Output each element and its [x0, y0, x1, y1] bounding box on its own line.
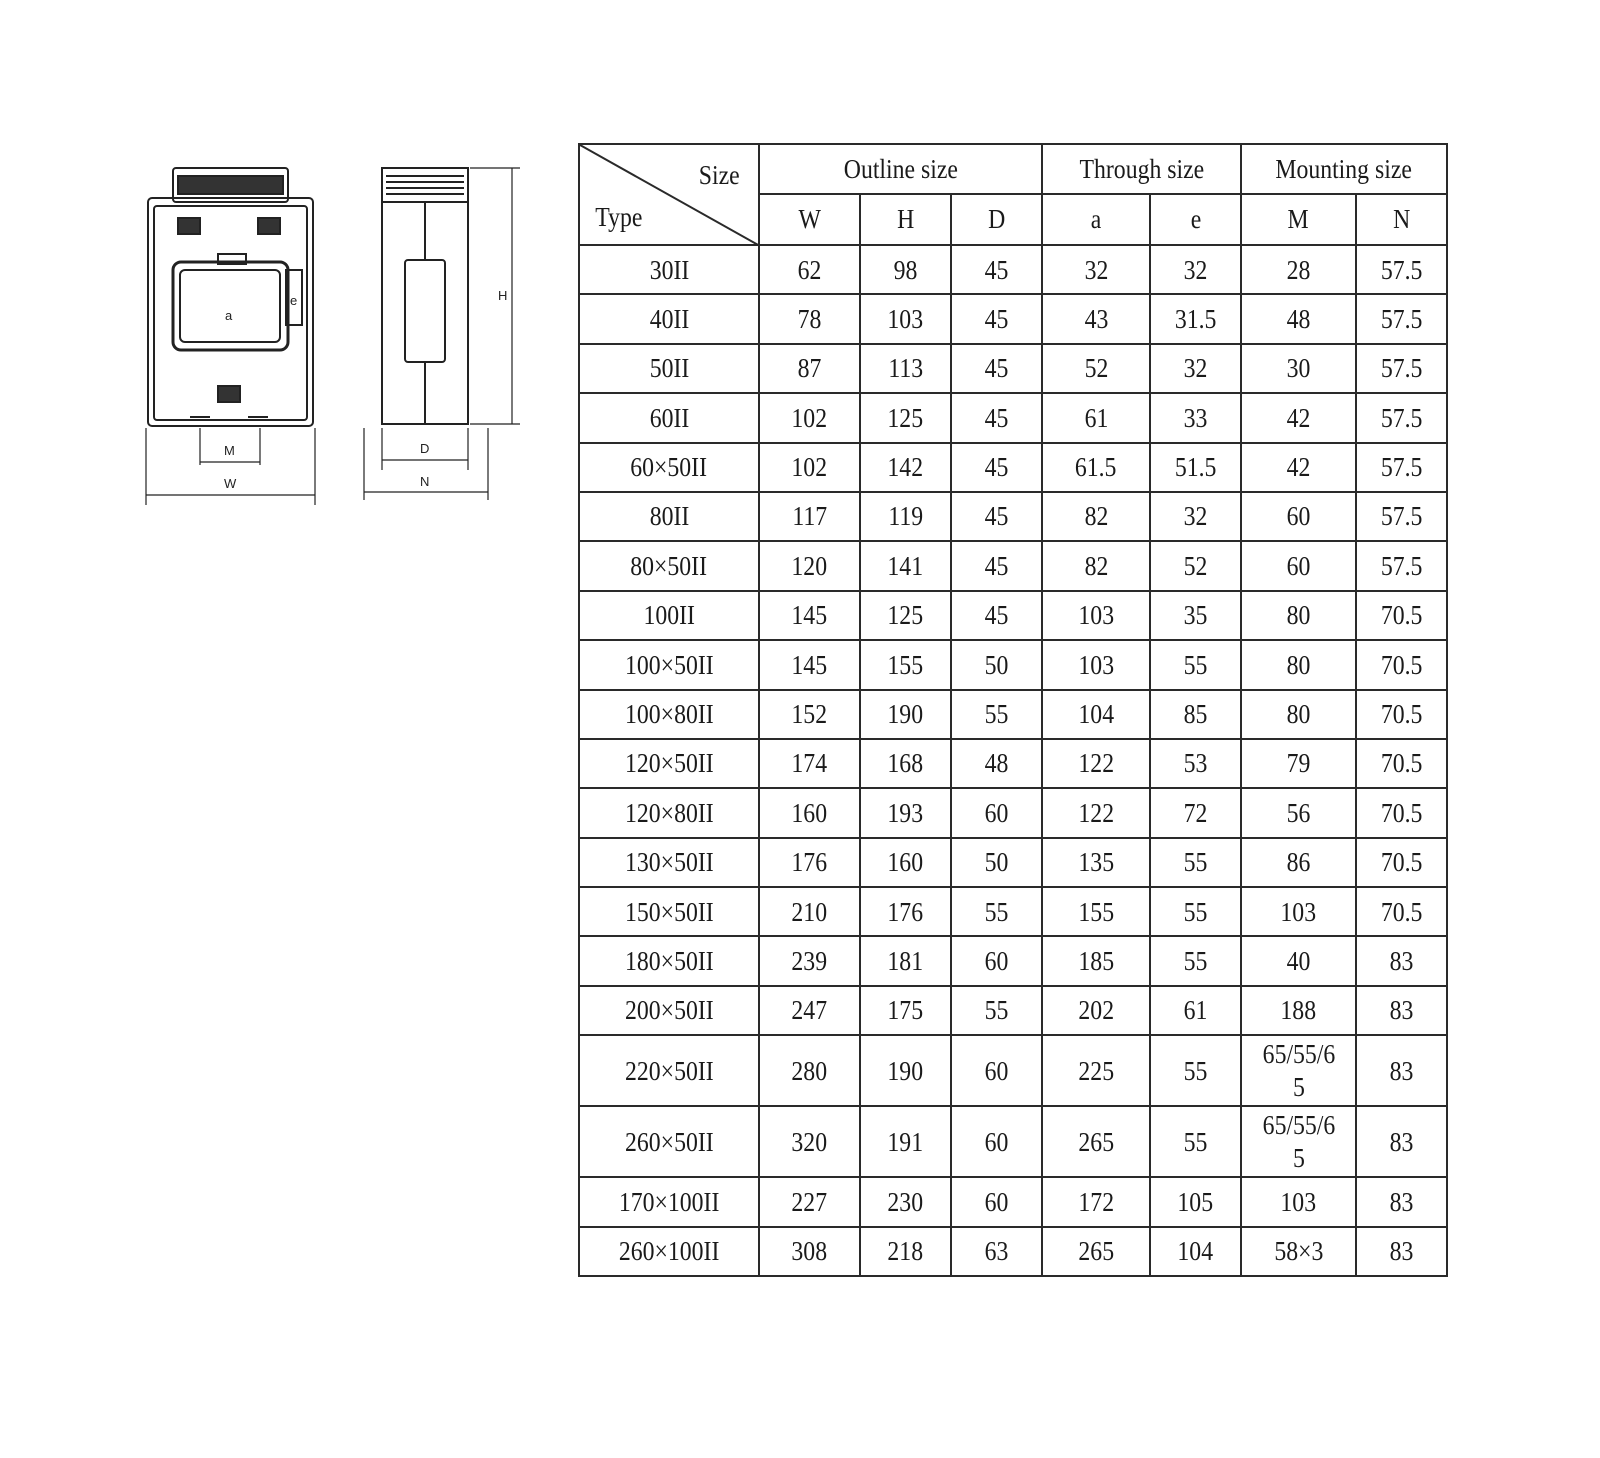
value-cell: 61.5 [1042, 443, 1150, 492]
value-cell: 70.5 [1356, 739, 1447, 788]
value-cell: 52 [1042, 344, 1150, 393]
value-cell: 57.5 [1356, 443, 1447, 492]
value-cell: 83 [1356, 1227, 1447, 1276]
value-cell: 53 [1150, 739, 1241, 788]
value-cell: 82 [1042, 492, 1150, 541]
type-cell: 120×80II [579, 788, 759, 837]
value-cell: 79 [1241, 739, 1356, 788]
value-cell: 30 [1241, 344, 1356, 393]
value-cell: 78 [759, 294, 860, 343]
value-cell: 320 [759, 1106, 860, 1177]
value-cell: 113 [860, 344, 951, 393]
value-cell: 117 [759, 492, 860, 541]
n-dimension-label: N [420, 474, 430, 489]
table-row [579, 690, 1447, 739]
type-cell: 40II [579, 294, 759, 343]
value-cell: 42 [1241, 443, 1356, 492]
value-cell: 70.5 [1356, 591, 1447, 640]
table-row [579, 640, 1447, 689]
value-cell: 190 [860, 690, 951, 739]
value-cell: 155 [1042, 887, 1150, 936]
column-header-h: H [860, 194, 951, 245]
value-cell: 142 [860, 443, 951, 492]
value-cell: 45 [951, 541, 1042, 590]
value-cell: 83 [1356, 1035, 1447, 1106]
value-cell: 103 [1241, 1177, 1356, 1226]
value-cell: 168 [860, 739, 951, 788]
type-cell: 180×50II [579, 936, 759, 985]
value-cell: 51.5 [1150, 443, 1241, 492]
value-cell: 98 [860, 245, 951, 294]
value-cell: 103 [1042, 591, 1150, 640]
d-dimension-label: D [420, 441, 430, 456]
table-row [579, 245, 1447, 294]
value-cell: 82 [1042, 541, 1150, 590]
value-cell: 28 [1241, 245, 1356, 294]
value-cell: 181 [860, 936, 951, 985]
value-cell: 35 [1150, 591, 1241, 640]
value-cell: 32 [1150, 344, 1241, 393]
h-dimension-label: H [498, 288, 508, 303]
value-cell: 160 [759, 788, 860, 837]
value-cell: 45 [951, 591, 1042, 640]
table-row [579, 1227, 1447, 1276]
value-cell: 85 [1150, 690, 1241, 739]
value-cell: 83 [1356, 1106, 1447, 1177]
e-dimension-label: e [290, 293, 298, 308]
value-cell: 50 [951, 838, 1042, 887]
value-cell: 191 [860, 1106, 951, 1177]
value-cell: 70.5 [1356, 690, 1447, 739]
value-cell: 125 [860, 591, 951, 640]
column-header-e: e [1150, 194, 1241, 245]
front-view-drawing [140, 160, 340, 520]
value-cell: 230 [860, 1177, 951, 1226]
value-cell: 55 [1150, 1035, 1241, 1106]
table-row [579, 591, 1447, 640]
value-cell: 70.5 [1356, 838, 1447, 887]
value-cell: 175 [860, 986, 951, 1035]
column-header-a: a [1042, 194, 1150, 245]
value-cell: 193 [860, 788, 951, 837]
table-row [579, 1177, 1447, 1226]
value-cell: 125 [860, 393, 951, 442]
size-label: Size [698, 160, 740, 190]
value-cell: 60 [1241, 492, 1356, 541]
value-cell: 55 [951, 887, 1042, 936]
value-cell: 55 [1150, 1106, 1241, 1177]
value-cell: 70.5 [1356, 788, 1447, 837]
type-cell: 80II [579, 492, 759, 541]
type-cell: 220×50II [579, 1035, 759, 1106]
value-cell: 60 [1241, 541, 1356, 590]
type-cell: 30II [579, 245, 759, 294]
column-header-w: W [759, 194, 860, 245]
value-cell: 72 [1150, 788, 1241, 837]
value-cell: 103 [860, 294, 951, 343]
side-view-drawing [360, 160, 560, 520]
table-row [579, 739, 1447, 788]
value-cell: 104 [1150, 1227, 1241, 1276]
value-cell: 60 [951, 1177, 1042, 1226]
table-row [579, 443, 1447, 492]
value-cell: 63 [951, 1227, 1042, 1276]
value-cell: 247 [759, 986, 860, 1035]
value-cell: 83 [1356, 1177, 1447, 1226]
value-cell: 56 [1241, 788, 1356, 837]
value-cell: 48 [1241, 294, 1356, 343]
type-cell: 60II [579, 393, 759, 442]
value-cell: 172 [1042, 1177, 1150, 1226]
value-cell: 135 [1042, 838, 1150, 887]
value-cell: 227 [759, 1177, 860, 1226]
value-cell: 42 [1241, 393, 1356, 442]
group-header-row [579, 144, 1447, 194]
value-cell: 122 [1042, 788, 1150, 837]
value-cell: 45 [951, 492, 1042, 541]
value-cell: 45 [951, 443, 1042, 492]
type-cell: 60×50II [579, 443, 759, 492]
value-cell: 55 [1150, 887, 1241, 936]
value-cell: 176 [860, 887, 951, 936]
value-cell: 55 [951, 690, 1042, 739]
value-cell: 57.5 [1356, 245, 1447, 294]
outline-size-header: Outline size [759, 144, 1042, 194]
value-cell: 45 [951, 245, 1042, 294]
type-cell: 120×50II [579, 739, 759, 788]
value-cell: 80 [1241, 640, 1356, 689]
value-cell: 145 [759, 591, 860, 640]
type-cell: 200×50II [579, 986, 759, 1035]
value-cell: 43 [1042, 294, 1150, 343]
value-cell: 280 [759, 1035, 860, 1106]
value-cell: 57.5 [1356, 393, 1447, 442]
value-cell: 155 [860, 640, 951, 689]
value-cell: 87 [759, 344, 860, 393]
value-cell: 57.5 [1356, 541, 1447, 590]
value-cell: 185 [1042, 936, 1150, 985]
value-cell: 48 [951, 739, 1042, 788]
dimension-table [578, 143, 1448, 1277]
value-cell: 141 [860, 541, 951, 590]
value-cell: 160 [860, 838, 951, 887]
table-row [579, 1106, 1447, 1177]
value-cell: 45 [951, 344, 1042, 393]
value-cell: 70.5 [1356, 640, 1447, 689]
value-cell: 60 [951, 788, 1042, 837]
a-dimension-label: a [225, 308, 233, 323]
value-cell: 174 [759, 739, 860, 788]
value-cell: 86 [1241, 838, 1356, 887]
through-size-header: Through size [1042, 144, 1241, 194]
value-cell: 102 [759, 393, 860, 442]
type-cell: 150×50II [579, 887, 759, 936]
value-cell: 31.5 [1150, 294, 1241, 343]
value-cell: 60 [951, 1035, 1042, 1106]
value-cell: 45 [951, 294, 1042, 343]
table-row [579, 294, 1447, 343]
value-cell: 176 [759, 838, 860, 887]
size-type-corner-cell [579, 144, 759, 245]
value-cell: 103 [1042, 640, 1150, 689]
value-cell: 308 [759, 1227, 860, 1276]
type-cell: 50II [579, 344, 759, 393]
table-row [579, 788, 1447, 837]
value-cell: 265 [1042, 1227, 1150, 1276]
value-cell: 152 [759, 690, 860, 739]
value-cell: 50 [951, 640, 1042, 689]
type-cell: 100×50II [579, 640, 759, 689]
value-cell: 55 [1150, 936, 1241, 985]
value-cell: 202 [1042, 986, 1150, 1035]
m-dimension-label: M [224, 443, 235, 458]
table-row [579, 541, 1447, 590]
column-header-n: N [1356, 194, 1447, 245]
value-cell: 239 [759, 936, 860, 985]
value-cell: 62 [759, 245, 860, 294]
value-cell: 120 [759, 541, 860, 590]
type-cell: 100II [579, 591, 759, 640]
value-cell: 83 [1356, 986, 1447, 1035]
type-cell: 100×80II [579, 690, 759, 739]
table-row [579, 887, 1447, 936]
value-cell: 80 [1241, 690, 1356, 739]
table-body [579, 245, 1447, 1276]
value-cell: 218 [860, 1227, 951, 1276]
value-cell: 32 [1150, 492, 1241, 541]
value-cell: 103 [1241, 887, 1356, 936]
table-row [579, 986, 1447, 1035]
table-row [579, 1035, 1447, 1106]
table-row [579, 344, 1447, 393]
value-cell: 52 [1150, 541, 1241, 590]
value-cell: 122 [1042, 739, 1150, 788]
value-cell: 225 [1042, 1035, 1150, 1106]
value-cell: 32 [1150, 245, 1241, 294]
value-cell: 55 [1150, 640, 1241, 689]
column-header-m: M [1241, 194, 1356, 245]
value-cell: 40 [1241, 936, 1356, 985]
w-dimension-label: W [224, 476, 237, 491]
value-cell: 65/55/65 [1241, 1035, 1356, 1106]
value-cell: 57.5 [1356, 492, 1447, 541]
value-cell: 61 [1042, 393, 1150, 442]
value-cell: 80 [1241, 591, 1356, 640]
value-cell: 57.5 [1356, 344, 1447, 393]
value-cell: 145 [759, 640, 860, 689]
value-cell: 61 [1150, 986, 1241, 1035]
value-cell: 60 [951, 1106, 1042, 1177]
value-cell: 105 [1150, 1177, 1241, 1226]
value-cell: 70.5 [1356, 887, 1447, 936]
type-cell: 130×50II [579, 838, 759, 887]
mounting-size-header: Mounting size [1241, 144, 1447, 194]
type-cell: 80×50II [579, 541, 759, 590]
value-cell: 104 [1042, 690, 1150, 739]
value-cell: 57.5 [1356, 294, 1447, 343]
table-row [579, 838, 1447, 887]
type-cell: 260×50II [579, 1106, 759, 1177]
table-row [579, 936, 1447, 985]
value-cell: 60 [951, 936, 1042, 985]
value-cell: 58×3 [1241, 1227, 1356, 1276]
table-row [579, 492, 1447, 541]
value-cell: 83 [1356, 936, 1447, 985]
value-cell: 55 [1150, 838, 1241, 887]
value-cell: 102 [759, 443, 860, 492]
table-row [579, 393, 1447, 442]
value-cell: 190 [860, 1035, 951, 1106]
value-cell: 65/55/65 [1241, 1106, 1356, 1177]
type-cell: 170×100II [579, 1177, 759, 1226]
outline-drawings [140, 160, 540, 520]
value-cell: 32 [1042, 245, 1150, 294]
value-cell: 33 [1150, 393, 1241, 442]
type-cell: 260×100II [579, 1227, 759, 1276]
value-cell: 45 [951, 393, 1042, 442]
value-cell: 188 [1241, 986, 1356, 1035]
value-cell: 265 [1042, 1106, 1150, 1177]
value-cell: 119 [860, 492, 951, 541]
value-cell: 55 [951, 986, 1042, 1035]
column-header-d: D [951, 194, 1042, 245]
type-label: Type [595, 202, 643, 232]
value-cell: 210 [759, 887, 860, 936]
